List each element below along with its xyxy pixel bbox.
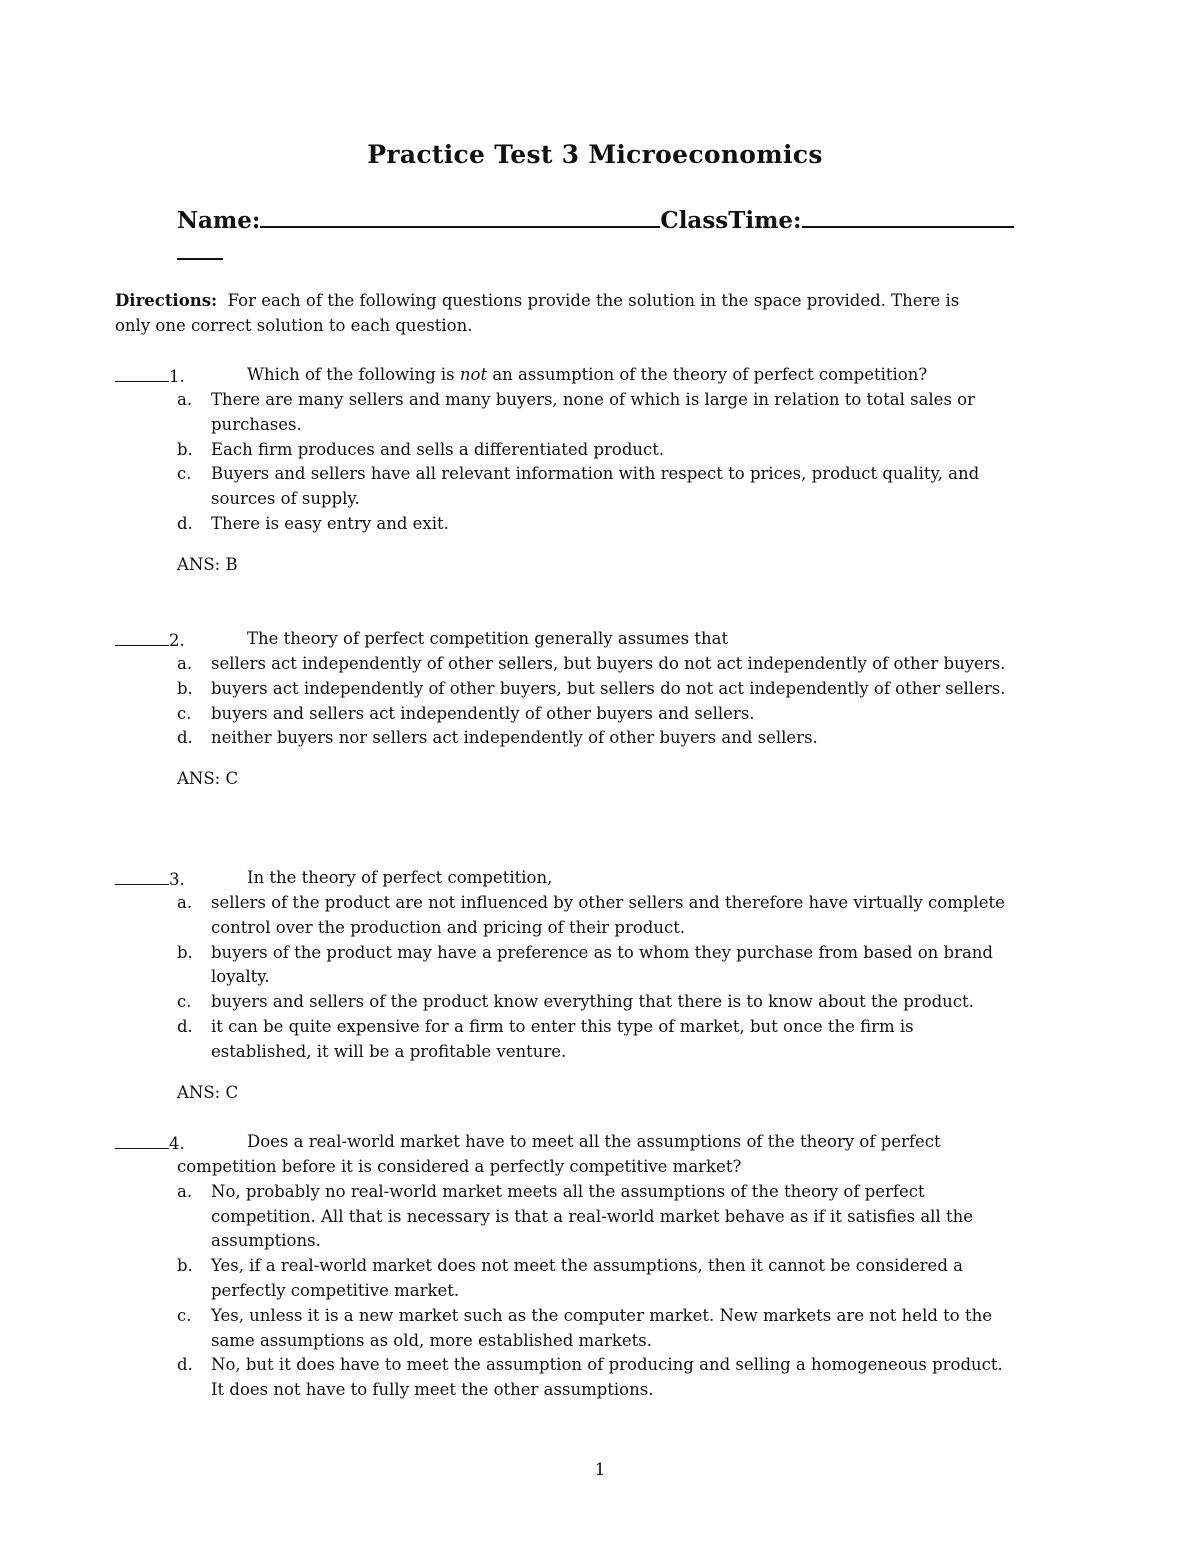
option-text: Buyers and sellers have all relevant information with respect to prices, product quality, and sources of supply.: [211, 464, 980, 509]
question-stem: Which of the following is not an assumption of the theory of perfect competition?: [247, 365, 928, 384]
option-text: Yes, unless it is a new market such as the computer market. New markets are not held to the same assumptions as old, more established markets.: [211, 1305, 992, 1350]
option-c: [115, 702, 1015, 727]
option-text: Each firm produces and sells a differentiated product.: [211, 439, 665, 459]
option-letter: b.: [177, 678, 193, 698]
question-2: [115, 627, 1015, 792]
question-stem: The theory of perfect competition generally assumes that: [247, 629, 729, 648]
option-text: No, but it does have to meet the assumption of producing and selling a homogeneous product. It does not have to fully meet the other assumptions.: [211, 1355, 1003, 1400]
option-c: [115, 1304, 1015, 1354]
page-number: 1: [594, 1460, 606, 1480]
option-b: [115, 941, 1015, 991]
option-b: [115, 677, 1015, 702]
option-letter: c.: [177, 1305, 192, 1325]
option-letter: d.: [177, 513, 193, 533]
classtime-blank: [802, 204, 1014, 228]
question-header: [115, 866, 1015, 891]
option-text: There are many sellers and many buyers, none of which is large in relation to total sales or purchases.: [211, 390, 975, 434]
name-classtime-line: [177, 204, 1014, 234]
option-d: [115, 1353, 1015, 1403]
option-letter: d.: [177, 728, 193, 748]
answer-key: ANS: C: [177, 769, 239, 789]
emphasis-word: not: [459, 365, 488, 384]
option-letter: c.: [177, 703, 192, 723]
option-letter: a.: [177, 654, 193, 673]
question-1: [115, 363, 1015, 578]
page-title: Practice Test 3 Microeconomics: [367, 140, 823, 169]
question-stem: In the theory of perfect competition,: [247, 868, 553, 887]
option-letter: a.: [177, 390, 193, 409]
option-text: No, probably no real-world market meets all the assumptions of the theory of perfect competition. All that is necessary is that a real-world market behave as if it satisfies all the assumptions.: [211, 1181, 974, 1251]
option-letter: c.: [177, 464, 192, 484]
directions-label: Directions:: [115, 291, 218, 310]
answer-blank: [115, 1130, 169, 1149]
option-text: neither buyers nor sellers act independently of other buyers and sellers.: [211, 728, 818, 748]
classtime-label: ClassTime:: [660, 207, 802, 234]
name-label: Name:: [177, 207, 261, 234]
option-d: [115, 1015, 1015, 1065]
directions-text: For each of the following questions provide the solution in the space provided. There is only one correct solution to each question.: [115, 291, 960, 335]
question-stem-continued: competition before it is considered a perfectly competitive market?: [177, 1157, 742, 1176]
option-text: it can be quite expensive for a firm to enter this type of market, but once the firm is established, it will be a profitable venture.: [211, 1016, 914, 1061]
option-text: buyers of the product may have a preference as to whom they purchase from based on brand loyalty.: [211, 942, 993, 987]
option-c: [115, 462, 1015, 512]
question-number: 4.: [169, 1134, 185, 1153]
option-b: [115, 1254, 1015, 1304]
option-d: [115, 726, 1015, 751]
option-text: Yes, if a real-world market does not meet the assumptions, then it cannot be considered a perfectly competitive market.: [211, 1256, 963, 1300]
option-letter: a.: [177, 893, 193, 912]
option-text: sellers act independently of other sellers, but buyers do not act independently of other buyers.: [211, 654, 1006, 673]
answer-key: ANS: B: [177, 554, 238, 574]
question-header: [115, 627, 1015, 652]
option-text: sellers of the product are not influenced by other sellers and therefore have virtually complete control over the production and pricing of their product.: [211, 893, 1005, 937]
option-letter: b.: [177, 1256, 193, 1276]
name-blank: [260, 204, 660, 228]
question-stem: Does a real-world market have to meet all the assumptions of the theory of perfect: [247, 1132, 941, 1151]
option-c: [115, 990, 1015, 1015]
question-number: 1.: [169, 367, 185, 386]
option-letter: d.: [177, 1016, 193, 1036]
option-letter: a.: [177, 1181, 193, 1201]
option-letter: b.: [177, 439, 193, 459]
answer-blank: [115, 866, 169, 885]
option-a: [115, 388, 1015, 438]
option-letter: d.: [177, 1355, 193, 1375]
question-number: 2.: [169, 631, 185, 650]
question-3: [115, 866, 1015, 1105]
option-text: buyers act independently of other buyers, but sellers do not act independently of other sellers.: [211, 678, 1006, 698]
question-header: [115, 363, 1015, 388]
question-header: [115, 1130, 1015, 1155]
answer-blank: [115, 363, 169, 382]
directions: [115, 288, 995, 338]
option-b: [115, 438, 1015, 463]
classtime-blank-continuation: [177, 258, 223, 260]
answer-blank: [115, 627, 169, 646]
answer-key: ANS: C: [177, 1082, 239, 1102]
question-4: [115, 1130, 1015, 1403]
option-letter: c.: [177, 992, 192, 1012]
option-text: buyers and sellers of the product know everything that there is to know about the product.: [211, 992, 974, 1012]
option-a: [115, 1180, 1015, 1254]
option-letter: b.: [177, 942, 193, 962]
option-a: [115, 652, 1015, 677]
question-number: 3.: [169, 870, 185, 889]
option-d: [115, 512, 1015, 537]
option-text: buyers and sellers act independently of other buyers and sellers.: [211, 703, 755, 723]
option-a: [115, 891, 1015, 941]
option-text: There is easy entry and exit.: [211, 513, 449, 533]
